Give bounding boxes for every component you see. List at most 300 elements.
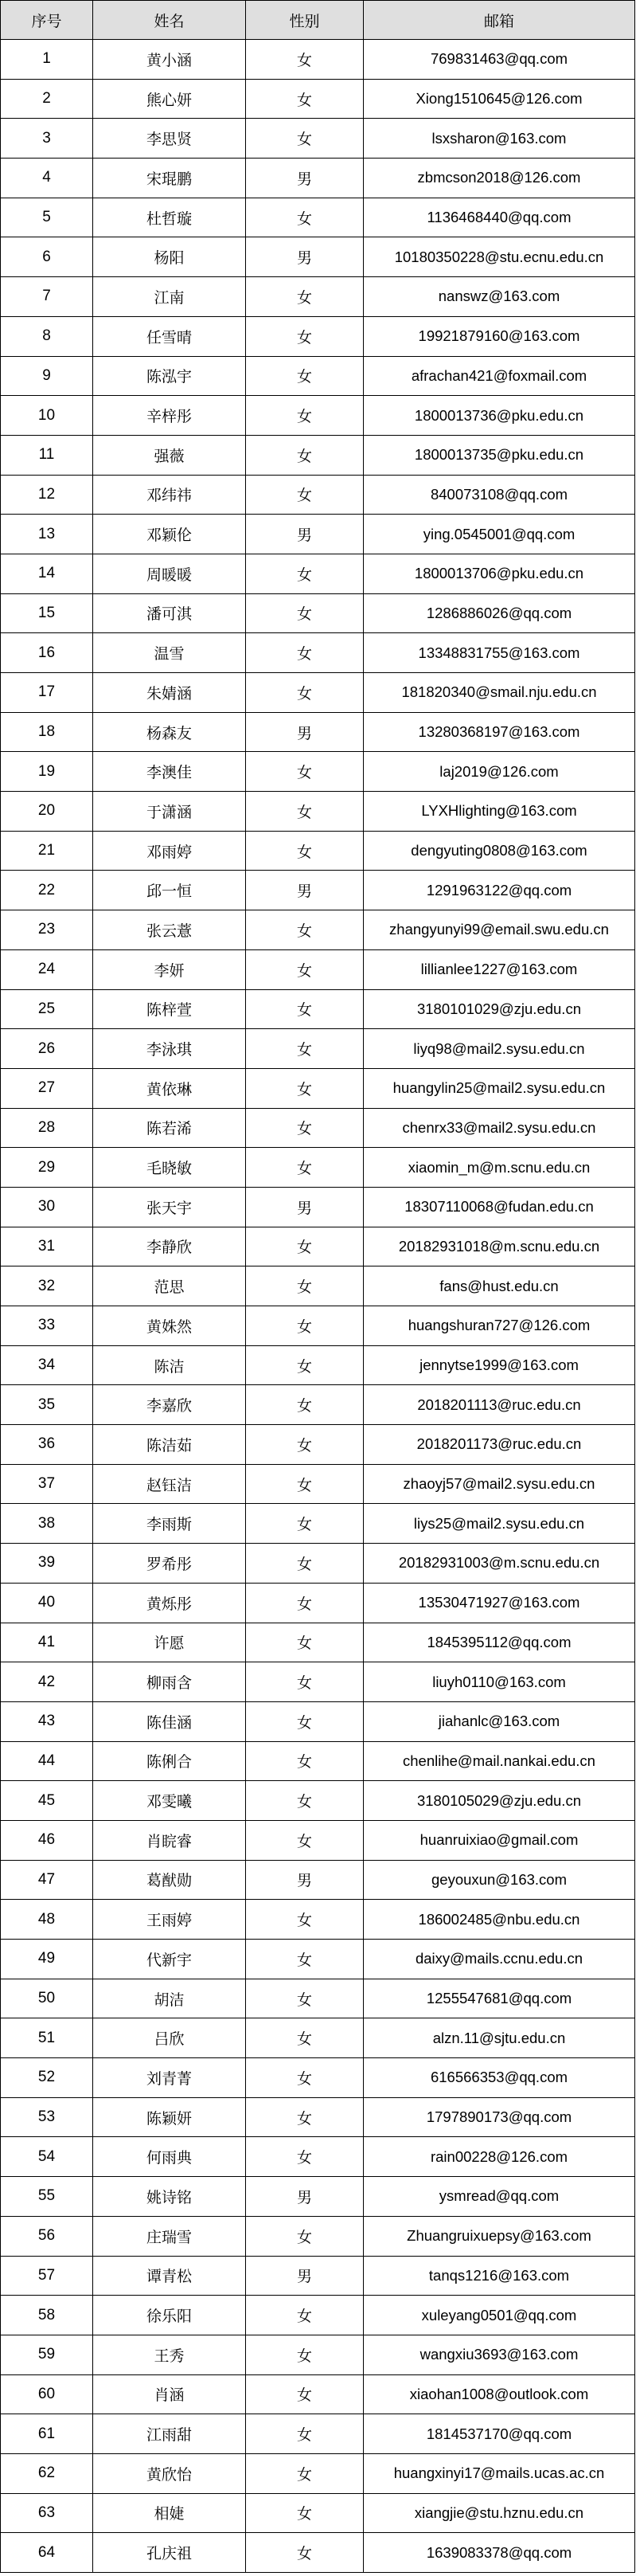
table-row <box>1 831 635 871</box>
cell-gender: 男 <box>246 1187 364 1227</box>
table-row <box>1 2018 635 2058</box>
cell-gender: 女 <box>246 2493 364 2533</box>
cell-no: 63 <box>1 2493 93 2533</box>
table-row <box>1 554 635 593</box>
cell-name: 江南 <box>93 277 246 317</box>
cell-gender: 女 <box>246 356 364 396</box>
cell-gender: 女 <box>246 910 364 950</box>
cell-email: ying.0545001@qq.com <box>364 515 635 554</box>
cell-no: 4 <box>1 159 93 198</box>
cell-name: 江雨甜 <box>93 2414 246 2454</box>
cell-name: 陈颖妍 <box>93 2097 246 2137</box>
table-row <box>1 2058 635 2098</box>
cell-gender: 女 <box>246 752 364 792</box>
table-row <box>1 1820 635 1860</box>
cell-name: 邓纬祎 <box>93 475 246 515</box>
cell-email: 10180350228@stu.ecnu.edu.cn <box>364 237 635 277</box>
cell-gender: 女 <box>246 1464 364 1504</box>
cell-name: 许愿 <box>93 1623 246 1662</box>
cell-email: 186002485@nbu.edu.cn <box>364 1900 635 1940</box>
header-row <box>1 1 635 40</box>
cell-no: 7 <box>1 277 93 317</box>
cell-email: 13280368197@163.com <box>364 712 635 752</box>
cell-name: 肖涵 <box>93 2374 246 2414</box>
table-row <box>1 2177 635 2217</box>
cell-gender: 女 <box>246 831 364 871</box>
cell-email: liuyh0110@163.com <box>364 1662 635 1702</box>
cell-no: 5 <box>1 198 93 237</box>
table-row <box>1 435 635 475</box>
table-row <box>1 712 635 752</box>
cell-name: 陈洁 <box>93 1345 246 1385</box>
cell-no: 19 <box>1 752 93 792</box>
cell-name: 李澳佳 <box>93 752 246 792</box>
cell-no: 58 <box>1 2296 93 2335</box>
table-row <box>1 1148 635 1188</box>
table-row <box>1 1068 635 1108</box>
cell-no: 42 <box>1 1662 93 1702</box>
cell-name: 周暖暖 <box>93 554 246 593</box>
cell-gender: 女 <box>246 1979 364 2018</box>
table-row <box>1 2453 635 2493</box>
cell-name: 胡洁 <box>93 1979 246 2018</box>
cell-email: xiaomin_m@m.scnu.edu.cn <box>364 1148 635 1188</box>
table-row <box>1 1623 635 1662</box>
cell-no: 6 <box>1 237 93 277</box>
cell-gender: 女 <box>246 2453 364 2493</box>
cell-email: 1797890173@qq.com <box>364 2097 635 2137</box>
cell-no: 45 <box>1 1781 93 1821</box>
cell-email: jennytse1999@163.com <box>364 1345 635 1385</box>
table-row <box>1 1662 635 1702</box>
cell-email: xuleyang0501@qq.com <box>364 2296 635 2335</box>
table-row <box>1 1900 635 1940</box>
cell-gender: 女 <box>246 475 364 515</box>
cell-no: 14 <box>1 554 93 593</box>
cell-name: 邱一恒 <box>93 871 246 910</box>
cell-name: 陈梓萱 <box>93 989 246 1029</box>
cell-email: chenrx33@mail2.sysu.edu.cn <box>364 1108 635 1148</box>
cell-email: 1639083378@qq.com <box>364 2533 635 2573</box>
cell-no: 43 <box>1 1701 93 1741</box>
header-no: 序号 <box>1 1 93 40</box>
cell-email: Zhuangruixuepsy@163.com <box>364 2216 635 2256</box>
cell-gender: 女 <box>246 1345 364 1385</box>
cell-name: 孔庆祖 <box>93 2533 246 2573</box>
table-row <box>1 1701 635 1741</box>
cell-name: 刘青菁 <box>93 2058 246 2098</box>
cell-no: 24 <box>1 949 93 989</box>
cell-no: 10 <box>1 396 93 436</box>
cell-name: 陈佳涵 <box>93 1701 246 1741</box>
cell-email: 2018201173@ruc.edu.cn <box>364 1425 635 1465</box>
cell-no: 48 <box>1 1900 93 1940</box>
cell-no: 8 <box>1 316 93 356</box>
cell-gender: 男 <box>246 1860 364 1900</box>
table-row <box>1 593 635 633</box>
table-row <box>1 198 635 237</box>
table-row <box>1 316 635 356</box>
cell-email: 1255547681@qq.com <box>364 1979 635 2018</box>
table-row <box>1 633 635 673</box>
cell-email: 13348831755@163.com <box>364 633 635 673</box>
cell-name: 姚诗铭 <box>93 2177 246 2217</box>
cell-name: 强薇 <box>93 435 246 475</box>
cell-gender: 女 <box>246 554 364 593</box>
cell-name: 黄小涵 <box>93 40 246 80</box>
table-row <box>1 237 635 277</box>
table-row <box>1 1979 635 2018</box>
cell-name: 王雨婷 <box>93 1900 246 1940</box>
table-row <box>1 515 635 554</box>
table-row <box>1 1306 635 1346</box>
cell-name: 于潇涵 <box>93 792 246 832</box>
cell-no: 11 <box>1 435 93 475</box>
table-row <box>1 2216 635 2256</box>
cell-gender: 女 <box>246 2058 364 2098</box>
cell-name: 赵钰洁 <box>93 1464 246 1504</box>
cell-no: 59 <box>1 2335 93 2374</box>
cell-gender: 女 <box>246 1940 364 1979</box>
cell-email: daixy@mails.ccnu.edu.cn <box>364 1940 635 1979</box>
cell-gender: 女 <box>246 40 364 80</box>
cell-no: 32 <box>1 1266 93 1306</box>
cell-name: 陈俐合 <box>93 1741 246 1781</box>
cell-gender: 女 <box>246 1068 364 1108</box>
header-email: 邮箱 <box>364 1 635 40</box>
cell-gender: 女 <box>246 1583 364 1623</box>
cell-email: dengyuting0808@163.com <box>364 831 635 871</box>
cell-gender: 女 <box>246 1108 364 1148</box>
cell-email: huangxinyi17@mails.ucas.ac.cn <box>364 2453 635 2493</box>
cell-email: rain00228@126.com <box>364 2137 635 2177</box>
cell-email: 2018201113@ruc.edu.cn <box>364 1385 635 1425</box>
table-row <box>1 1227 635 1266</box>
cell-name: 李雨斯 <box>93 1504 246 1544</box>
cell-name: 李嘉欣 <box>93 1385 246 1425</box>
cell-email: 1800013706@pku.edu.cn <box>364 554 635 593</box>
cell-no: 47 <box>1 1860 93 1900</box>
cell-no: 26 <box>1 1029 93 1069</box>
cell-gender: 女 <box>246 1425 364 1465</box>
cell-name: 杨阳 <box>93 237 246 277</box>
table-row <box>1 792 635 832</box>
cell-gender: 女 <box>246 1266 364 1306</box>
cell-email: liyq98@mail2.sysu.edu.cn <box>364 1029 635 1069</box>
cell-gender: 女 <box>246 119 364 159</box>
cell-no: 25 <box>1 989 93 1029</box>
table-row <box>1 119 635 159</box>
cell-email: 769831463@qq.com <box>364 40 635 80</box>
cell-name: 宋琨鹏 <box>93 159 246 198</box>
cell-gender: 男 <box>246 2256 364 2296</box>
cell-no: 3 <box>1 119 93 159</box>
cell-email: xiangjie@stu.hznu.edu.cn <box>364 2493 635 2533</box>
cell-gender: 女 <box>246 2137 364 2177</box>
cell-gender: 女 <box>246 316 364 356</box>
cell-gender: 女 <box>246 2335 364 2374</box>
cell-email: 1291963122@qq.com <box>364 871 635 910</box>
table-row <box>1 1464 635 1504</box>
cell-gender: 女 <box>246 1900 364 1940</box>
table-row <box>1 2335 635 2374</box>
cell-email: alzn.11@sjtu.edu.cn <box>364 2018 635 2058</box>
table-row <box>1 40 635 80</box>
cell-gender: 女 <box>246 1504 364 1544</box>
cell-no: 55 <box>1 2177 93 2217</box>
cell-name: 代新宇 <box>93 1940 246 1979</box>
cell-email: 1136468440@qq.com <box>364 198 635 237</box>
cell-email: 20182931003@m.scnu.edu.cn <box>364 1544 635 1584</box>
cell-gender: 女 <box>246 1306 364 1346</box>
cell-no: 56 <box>1 2216 93 2256</box>
cell-name: 何雨典 <box>93 2137 246 2177</box>
cell-no: 27 <box>1 1068 93 1108</box>
cell-no: 49 <box>1 1940 93 1979</box>
table-row <box>1 949 635 989</box>
cell-name: 邓雯曦 <box>93 1781 246 1821</box>
cell-gender: 女 <box>246 1623 364 1662</box>
table-row <box>1 1345 635 1385</box>
table-row <box>1 1385 635 1425</box>
table-row <box>1 1029 635 1069</box>
table-row <box>1 2414 635 2454</box>
table-row <box>1 2137 635 2177</box>
table-header <box>1 1 635 40</box>
table-body <box>1 40 635 2573</box>
cell-email: 181820340@smail.nju.edu.cn <box>364 673 635 713</box>
cell-no: 23 <box>1 910 93 950</box>
cell-no: 41 <box>1 1623 93 1662</box>
cell-no: 46 <box>1 1820 93 1860</box>
cell-gender: 女 <box>246 79 364 119</box>
cell-name: 肖睆睿 <box>93 1820 246 1860</box>
cell-email: 1800013736@pku.edu.cn <box>364 396 635 436</box>
cell-email: lillianlee1227@163.com <box>364 949 635 989</box>
table-row <box>1 1940 635 1979</box>
cell-email: nanswz@163.com <box>364 277 635 317</box>
table-row <box>1 1583 635 1623</box>
cell-name: 杨森友 <box>93 712 246 752</box>
cell-gender: 男 <box>246 2177 364 2217</box>
cell-name: 相婕 <box>93 2493 246 2533</box>
table-row <box>1 989 635 1029</box>
table-row <box>1 2493 635 2533</box>
cell-name: 朱婧涵 <box>93 673 246 713</box>
cell-name: 黄姝然 <box>93 1306 246 1346</box>
cell-no: 37 <box>1 1464 93 1504</box>
cell-gender: 女 <box>246 396 364 436</box>
cell-name: 李静欣 <box>93 1227 246 1266</box>
table-row <box>1 1741 635 1781</box>
cell-email: 840073108@qq.com <box>364 475 635 515</box>
cell-no: 29 <box>1 1148 93 1188</box>
table-row <box>1 159 635 198</box>
table-row <box>1 356 635 396</box>
cell-email: liys25@mail2.sysu.edu.cn <box>364 1504 635 1544</box>
cell-name: 李泳琪 <box>93 1029 246 1069</box>
cell-email: zhangyunyi99@email.swu.edu.cn <box>364 910 635 950</box>
cell-gender: 女 <box>246 2097 364 2137</box>
cell-email: 1845395112@qq.com <box>364 1623 635 1662</box>
cell-no: 21 <box>1 831 93 871</box>
cell-email: 20182931018@m.scnu.edu.cn <box>364 1227 635 1266</box>
table-row <box>1 277 635 317</box>
table-row <box>1 1266 635 1306</box>
cell-gender: 女 <box>246 792 364 832</box>
cell-gender: 女 <box>246 1781 364 1821</box>
cell-gender: 男 <box>246 237 364 277</box>
cell-no: 61 <box>1 2414 93 2454</box>
cell-gender: 女 <box>246 2216 364 2256</box>
cell-gender: 女 <box>246 2018 364 2058</box>
cell-email: afrachan421@foxmail.com <box>364 356 635 396</box>
cell-gender: 女 <box>246 633 364 673</box>
cell-gender: 女 <box>246 198 364 237</box>
cell-no: 17 <box>1 673 93 713</box>
cell-email: 18307110068@fudan.edu.cn <box>364 1187 635 1227</box>
cell-email: ysmread@qq.com <box>364 2177 635 2217</box>
cell-name: 张云薏 <box>93 910 246 950</box>
cell-no: 38 <box>1 1504 93 1544</box>
table-row <box>1 871 635 910</box>
cell-name: 王秀 <box>93 2335 246 2374</box>
table-row <box>1 79 635 119</box>
cell-gender: 女 <box>246 1662 364 1702</box>
cell-gender: 男 <box>246 159 364 198</box>
cell-email: huangylin25@mail2.sysu.edu.cn <box>364 1068 635 1108</box>
cell-name: 辛梓彤 <box>93 396 246 436</box>
table-row <box>1 1425 635 1465</box>
cell-gender: 女 <box>246 1820 364 1860</box>
cell-no: 35 <box>1 1385 93 1425</box>
cell-gender: 男 <box>246 712 364 752</box>
cell-no: 51 <box>1 2018 93 2058</box>
cell-gender: 女 <box>246 2374 364 2414</box>
table-row <box>1 752 635 792</box>
cell-no: 62 <box>1 2453 93 2493</box>
cell-name: 温雪 <box>93 633 246 673</box>
cell-email: jiahanlc@163.com <box>364 1701 635 1741</box>
cell-gender: 女 <box>246 2414 364 2454</box>
cell-no: 1 <box>1 40 93 80</box>
cell-name: 柳雨含 <box>93 1662 246 1702</box>
cell-name: 任雪晴 <box>93 316 246 356</box>
cell-no: 28 <box>1 1108 93 1148</box>
cell-no: 40 <box>1 1583 93 1623</box>
cell-no: 2 <box>1 79 93 119</box>
cell-no: 64 <box>1 2533 93 2573</box>
cell-name: 陈洁茹 <box>93 1425 246 1465</box>
cell-no: 15 <box>1 593 93 633</box>
cell-name: 罗希彤 <box>93 1544 246 1584</box>
cell-email: wangxiu3693@163.com <box>364 2335 635 2374</box>
cell-no: 12 <box>1 475 93 515</box>
table-row <box>1 1860 635 1900</box>
cell-email: 19921879160@163.com <box>364 316 635 356</box>
cell-name: 徐乐阳 <box>93 2296 246 2335</box>
cell-no: 9 <box>1 356 93 396</box>
cell-email: 1814537170@qq.com <box>364 2414 635 2454</box>
cell-email: zhaoyj57@mail2.sysu.edu.cn <box>364 1464 635 1504</box>
cell-name: 吕欣 <box>93 2018 246 2058</box>
cell-no: 52 <box>1 2058 93 2098</box>
cell-email: 1286886026@qq.com <box>364 593 635 633</box>
cell-name: 葛猷勋 <box>93 1860 246 1900</box>
cell-email: huanruixiao@gmail.com <box>364 1820 635 1860</box>
cell-no: 34 <box>1 1345 93 1385</box>
cell-email: LYXHlighting@163.com <box>364 792 635 832</box>
cell-no: 22 <box>1 871 93 910</box>
cell-email: xiaohan1008@outlook.com <box>364 2374 635 2414</box>
cell-name: 黄欣怡 <box>93 2453 246 2493</box>
table-row <box>1 396 635 436</box>
cell-email: huangshuran727@126.com <box>364 1306 635 1346</box>
cell-name: 李妍 <box>93 949 246 989</box>
header-name: 姓名 <box>93 1 246 40</box>
cell-gender: 女 <box>246 2296 364 2335</box>
table-row <box>1 673 635 713</box>
cell-name: 邓颖伦 <box>93 515 246 554</box>
cell-no: 18 <box>1 712 93 752</box>
table-row <box>1 2256 635 2296</box>
cell-email: chenlihe@mail.nankai.edu.cn <box>364 1741 635 1781</box>
cell-gender: 女 <box>246 277 364 317</box>
cell-no: 31 <box>1 1227 93 1266</box>
cell-no: 30 <box>1 1187 93 1227</box>
cell-no: 20 <box>1 792 93 832</box>
cell-name: 毛晓敏 <box>93 1148 246 1188</box>
cell-name: 范思 <box>93 1266 246 1306</box>
cell-name: 李思贤 <box>93 119 246 159</box>
cell-name: 陈泓宇 <box>93 356 246 396</box>
cell-email: 616566353@qq.com <box>364 2058 635 2098</box>
cell-no: 50 <box>1 1979 93 2018</box>
cell-gender: 男 <box>246 871 364 910</box>
cell-no: 54 <box>1 2137 93 2177</box>
cell-gender: 女 <box>246 2533 364 2573</box>
cell-gender: 男 <box>246 515 364 554</box>
cell-no: 53 <box>1 2097 93 2137</box>
cell-email: laj2019@126.com <box>364 752 635 792</box>
cell-no: 16 <box>1 633 93 673</box>
cell-no: 13 <box>1 515 93 554</box>
cell-name: 陈若浠 <box>93 1108 246 1148</box>
cell-email: 13530471927@163.com <box>364 1583 635 1623</box>
table-row <box>1 1781 635 1821</box>
cell-email: Xiong1510645@126.com <box>364 79 635 119</box>
table-row <box>1 1504 635 1544</box>
cell-name: 潘可淇 <box>93 593 246 633</box>
cell-email: 1800013735@pku.edu.cn <box>364 435 635 475</box>
cell-gender: 女 <box>246 673 364 713</box>
cell-no: 57 <box>1 2256 93 2296</box>
cell-email: 3180101029@zju.edu.cn <box>364 989 635 1029</box>
header-gender: 性别 <box>246 1 364 40</box>
cell-gender: 女 <box>246 1227 364 1266</box>
cell-gender: 女 <box>246 1701 364 1741</box>
cell-gender: 女 <box>246 989 364 1029</box>
cell-email: lsxsharon@163.com <box>364 119 635 159</box>
cell-no: 33 <box>1 1306 93 1346</box>
cell-name: 庄瑞雪 <box>93 2216 246 2256</box>
cell-email: fans@hust.edu.cn <box>364 1266 635 1306</box>
cell-email: 3180105029@zju.edu.cn <box>364 1781 635 1821</box>
table-row <box>1 2296 635 2335</box>
cell-name: 张天宇 <box>93 1187 246 1227</box>
table-row <box>1 2533 635 2573</box>
cell-email: tanqs1216@163.com <box>364 2256 635 2296</box>
